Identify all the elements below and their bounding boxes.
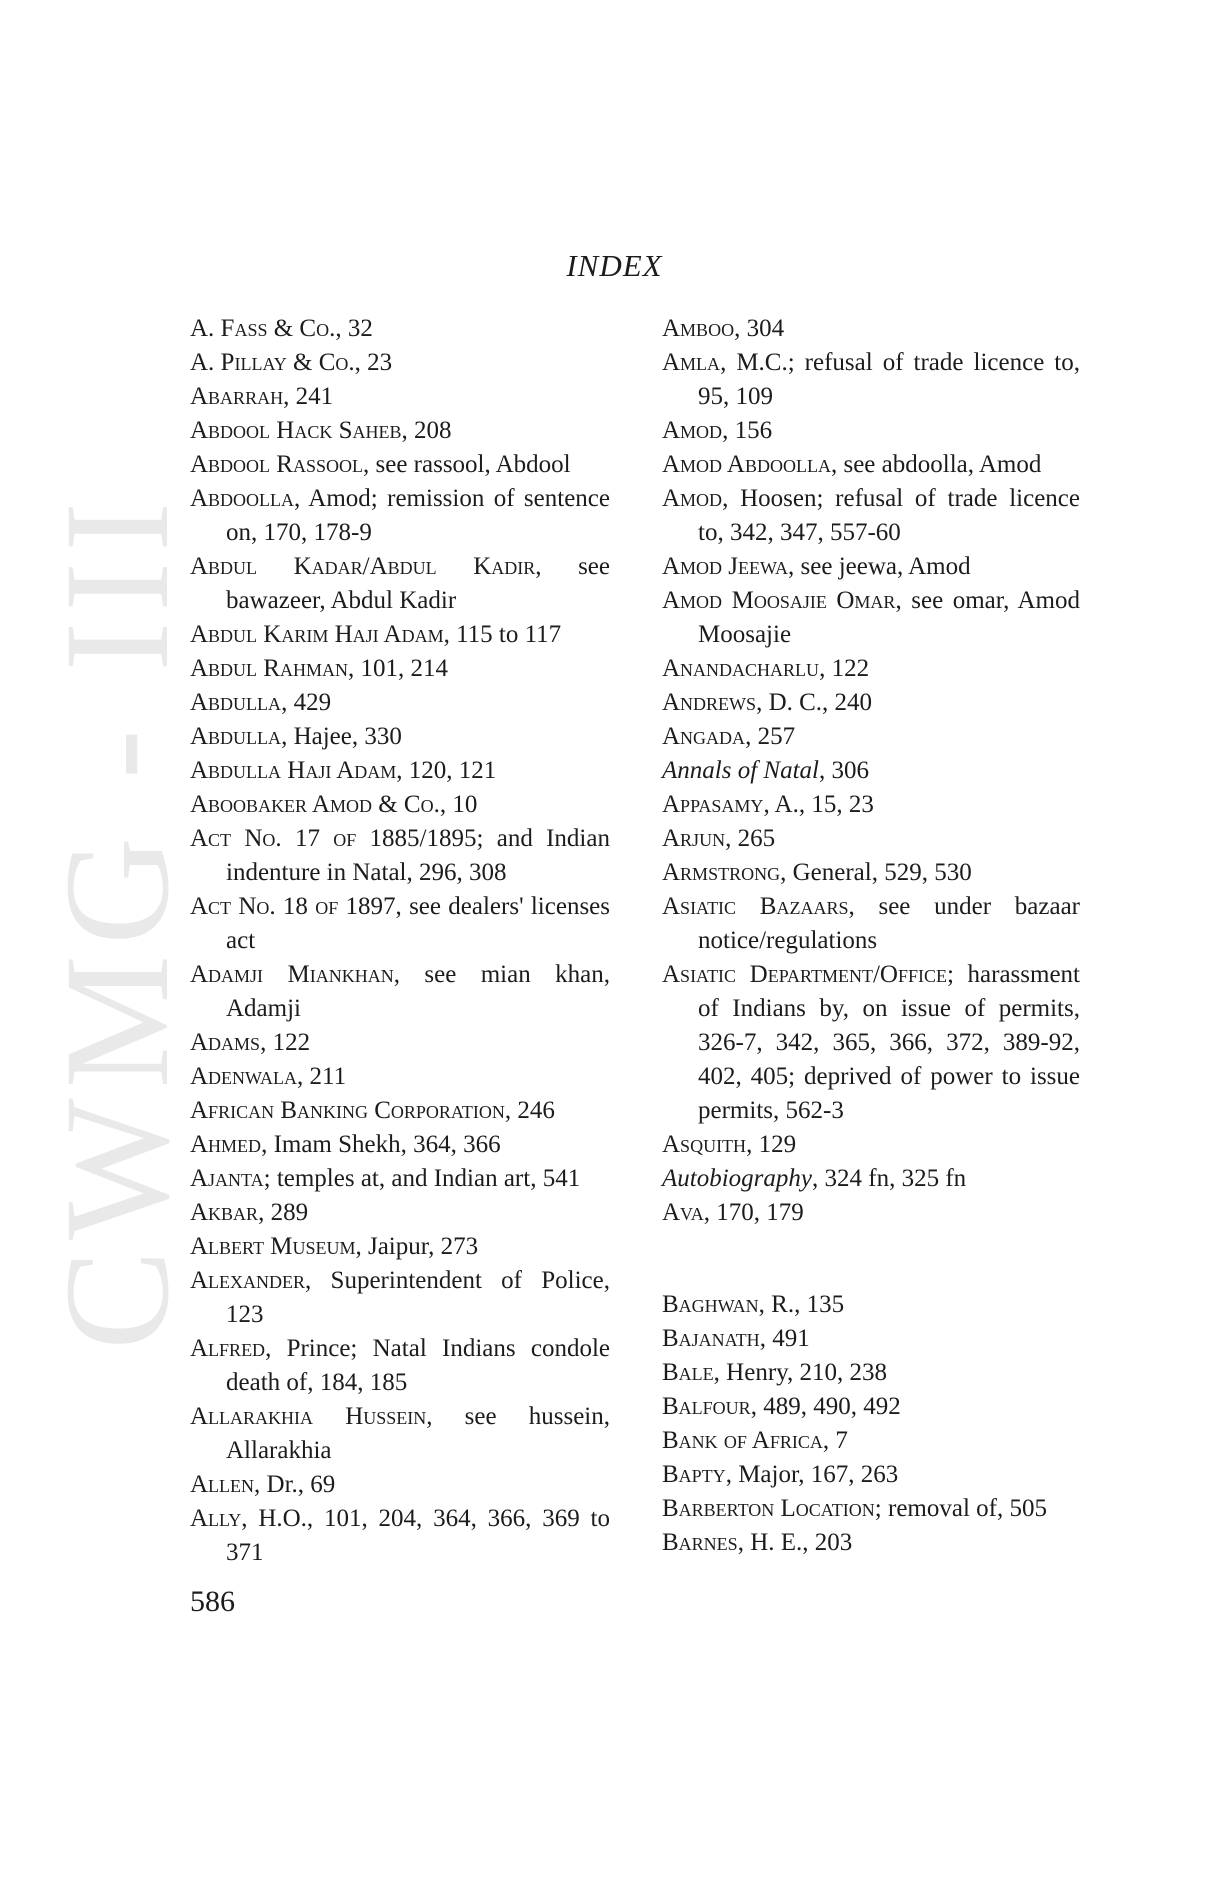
index-entry-heading: Act No. 17 of 1885/1895 [190, 825, 477, 852]
watermark: CWMG - III [34, 491, 200, 1350]
index-entry-heading: Alfred [190, 1335, 266, 1362]
index-entry-references: , 156 [722, 417, 773, 444]
index-entry-heading: Baghwan [662, 1291, 759, 1318]
section-gap [662, 1230, 1080, 1288]
index-entry-heading: Abdulla Haji Adam [190, 757, 397, 784]
index-entry [190, 686, 610, 720]
index-entry [662, 822, 1080, 856]
index-entry-references: ; harassment of Indians by, on issue of permits, 326-7, 342, 365, 366, 372, 389-92, 402, 405; deprived of power to issue permits, 562-3 [698, 961, 1080, 1124]
index-entry-heading: Adenwala [190, 1063, 298, 1090]
index-entry-references: , 32 [335, 315, 373, 342]
index-entry [190, 1332, 610, 1400]
index-entry-references: , 211 [297, 1063, 347, 1090]
index-entry-references: , 208 [401, 417, 452, 444]
index-entry-references: , 257 [745, 723, 796, 750]
index-entry-references: , Amod; remission of sentence on, 170, 178-9 [226, 485, 610, 546]
index-entry-heading: Andrews [662, 689, 757, 716]
index-entry-references: , see dealers' licenses act [226, 893, 610, 954]
index-entry-references: ; and Indian indenture in Natal, 296, 308 [226, 825, 610, 886]
index-entry-references: , 170, 179 [703, 1199, 804, 1226]
index-entry-heading: Akbar [190, 1199, 259, 1226]
index-entry-heading: Abdul Karim Haji Adam [190, 621, 444, 648]
index-entry [662, 550, 1080, 584]
index-entry [190, 312, 610, 346]
index-entry-references: , see rassool, Abdool [363, 451, 571, 478]
index-entry-references: , 246 [504, 1097, 555, 1124]
index-entry [662, 720, 1080, 754]
index-entry-references: , Dr., 69 [254, 1471, 336, 1498]
index-entry [662, 1424, 1080, 1458]
index-entry-heading: Bank of Africa [662, 1427, 823, 1454]
index-entry [662, 1356, 1080, 1390]
page-title: INDEX [566, 248, 663, 283]
index-entry [190, 788, 610, 822]
index-entry-heading: Abarrah [190, 383, 284, 410]
index-entry-references: , 489, 490, 492 [750, 1393, 901, 1420]
index-entry-heading: Abdool Hack Saheb [190, 417, 402, 444]
index-entry-heading: Abdool Rassool [190, 451, 363, 478]
index-entry-heading: Asquith [662, 1131, 747, 1158]
index-entry [662, 414, 1080, 448]
index-entry-references: , 429 [281, 689, 332, 716]
index-entry [190, 1196, 610, 1230]
index-entry-heading: Aboobaker Amod & Co. [190, 791, 440, 818]
index-entry [662, 346, 1080, 414]
index-entry [190, 890, 610, 958]
index-entry-references: , 241 [283, 383, 334, 410]
index-entry-references: , Major, 167, 263 [725, 1461, 899, 1488]
index-entry [190, 1162, 610, 1196]
index-entry-references: , see hussein, Allarakhia [226, 1403, 610, 1464]
index-entry [190, 652, 610, 686]
index-entry-heading: Amod [662, 417, 723, 444]
index-entry-heading: Arjun [662, 825, 726, 852]
index-entry-references: , General, 529, 530 [780, 859, 972, 886]
index-entry [662, 482, 1080, 550]
index-entry [662, 1196, 1080, 1230]
index-entry-heading: Anandacharlu [662, 655, 820, 682]
index-entry-heading: Ava [662, 1199, 704, 1226]
index-entry-heading: Balfour [662, 1393, 751, 1420]
index-entry-heading: Barberton Location [662, 1495, 875, 1522]
index-entry [662, 1390, 1080, 1424]
index-entry [190, 1264, 610, 1332]
index-entry-references: , 7 [822, 1427, 848, 1454]
index-entry [662, 584, 1080, 652]
index-entry-references: , 289 [258, 1199, 309, 1226]
index-entry-heading: Abdulla [190, 689, 282, 716]
index-entry-heading: Adamji Miankhan [190, 961, 394, 988]
index-entry [190, 1502, 610, 1570]
index-entry [190, 1128, 610, 1162]
index-entry-heading: Abdulla [190, 723, 282, 750]
index-entry-heading: African Banking Corporation [190, 1097, 505, 1124]
index-entry-heading: Asiatic Department/Office [662, 961, 947, 988]
index-entry [662, 448, 1080, 482]
index-entry-heading: Bajanath [662, 1325, 760, 1352]
index-entry [190, 380, 610, 414]
index-entry-references: , 122 [260, 1029, 311, 1056]
index-entry-heading: Ahmed [190, 1131, 262, 1158]
index-entry-heading: Amod [662, 485, 723, 512]
index-entry-references: , Hoosen; refusal of trade licence to, 342, 347, 557-60 [698, 485, 1080, 546]
index-entry-heading: A. Fass & Co. [190, 315, 336, 342]
index-entry-references: , see abdoolla, Amod [830, 451, 1042, 478]
index-entry-heading: Amla [662, 349, 721, 376]
index-entry-heading: Amod Moosajie Omar [662, 587, 896, 614]
index-entry-references: , Henry, 210, 238 [713, 1359, 888, 1386]
index-entry [190, 1026, 610, 1060]
index-entry-references: , 10 [439, 791, 478, 818]
index-entry-references: , H.O., 101, 204, 364, 366, 369 to 371 [226, 1505, 610, 1566]
index-entry-heading: Annals of Natal [662, 757, 819, 784]
index-entry-heading: Act No. 18 of 1897 [190, 893, 396, 920]
index-entry-references: ; temples at, and Indian art, 541 [263, 1165, 581, 1192]
index-entry-references: , 491 [759, 1325, 810, 1352]
index-entry-references: , 122 [819, 655, 870, 682]
index-entry [190, 1468, 610, 1502]
index-entry-references: , 101, 214 [347, 655, 448, 682]
index-entry [190, 1230, 610, 1264]
index-entry-references: , Prince; Natal Indians condole death of, 184, 185 [226, 1335, 610, 1396]
index-entry-heading: A. Pillay & Co. [190, 349, 355, 376]
index-column-right [662, 312, 1080, 1560]
index-column-left [190, 312, 610, 1570]
index-entry [190, 448, 610, 482]
index-entry-references: , 304 [734, 315, 785, 342]
index-entry-references: , Superintendent of Police, 123 [226, 1267, 610, 1328]
index-entry [662, 686, 1080, 720]
page-number: 586 [190, 1585, 235, 1618]
index-entry [662, 1162, 1080, 1196]
index-entry [190, 958, 610, 1026]
index-entry [662, 788, 1080, 822]
index-entry [662, 856, 1080, 890]
index-entry-heading: Adams [190, 1029, 261, 1056]
index-entry-heading: Asiatic Bazaars [662, 893, 849, 920]
index-entry-heading: Abdoolla [190, 485, 295, 512]
index-entry-references: , 115 to 117 [443, 621, 562, 648]
index-entry-references: , R., 135 [758, 1291, 845, 1318]
index-entry-heading: Abdul Kadar/Abdul Kadir [190, 553, 536, 580]
index-entry-heading: Ajanta [190, 1165, 264, 1192]
index-entry-references: , 265 [725, 825, 776, 852]
index-entry-references: , Hajee, 330 [281, 723, 402, 750]
index-entry [190, 720, 610, 754]
index-entry-heading: Amod Abdoolla [662, 451, 831, 478]
index-entry-references: , H. E., 203 [737, 1529, 853, 1556]
index-entry-heading: Angada [662, 723, 746, 750]
index-entry [662, 1526, 1080, 1560]
index-entry-references: , D. C., 240 [756, 689, 873, 716]
index-entry-heading: Allen [190, 1471, 255, 1498]
index-entry [662, 1458, 1080, 1492]
index-entry-references: , see mian khan, Adamji [226, 961, 610, 1022]
index-entry [662, 312, 1080, 346]
index-entry-heading: Barnes [662, 1529, 738, 1556]
index-entry-references: , see jeewa, Amod [788, 553, 971, 580]
index-entry-heading: Bale [662, 1359, 714, 1386]
index-entry [662, 1288, 1080, 1322]
index-entry [190, 1094, 610, 1128]
index-entry [190, 754, 610, 788]
index-entry-references: , see bawazeer, Abdul Kadir [226, 553, 611, 614]
index-entry-references: , 120, 121 [396, 757, 497, 784]
index-entry-references: ; removal of, 505 [874, 1495, 1047, 1522]
index-entry-heading: Appasamy [662, 791, 764, 818]
index-entry [662, 1492, 1080, 1526]
index-entry-references: , Imam Shekh, 364, 366 [261, 1131, 501, 1158]
index-entry-heading: Abdul Rahman [190, 655, 348, 682]
index-entry-references: , see omar, Amod Moosajie [698, 587, 1080, 648]
index-entry-heading: Amboo [662, 315, 735, 342]
index-entry-references: , A., 15, 23 [763, 791, 874, 818]
index-entry [190, 1400, 610, 1468]
index-entry [190, 822, 610, 890]
index-entry [190, 414, 610, 448]
index-entry-heading: Autobiography [662, 1165, 812, 1192]
index-entry [662, 1128, 1080, 1162]
index-entry [190, 550, 610, 618]
index-entry-references: , 23 [354, 349, 393, 376]
index-entry-references: , 324 fn, 325 fn [812, 1165, 967, 1192]
index-entry [662, 890, 1080, 958]
index-entry-heading: Amod Jeewa [662, 553, 789, 580]
index-entry-references: , 129 [746, 1131, 797, 1158]
index-entry-heading: Albert Museum [190, 1233, 356, 1260]
index-entry-references: , Jaipur, 273 [355, 1233, 479, 1260]
index-entry-heading: Allarakhia Hussein [190, 1403, 427, 1430]
index-entry-references: , M.C.; refusal of trade licence to, 95, 109 [698, 349, 1080, 410]
index-entry [662, 754, 1080, 788]
index-entry [190, 1060, 610, 1094]
index-entry-heading: Alexander [190, 1267, 306, 1294]
index-entry [190, 482, 610, 550]
index-entry-heading: Bapty [662, 1461, 726, 1488]
index-entry-heading: Ally [190, 1505, 242, 1532]
index-entry [662, 958, 1080, 1128]
index-entry-references: , 306 [818, 757, 869, 784]
index-entry [190, 618, 610, 652]
index-entry-heading: Armstrong [662, 859, 781, 886]
index-entry [190, 346, 610, 380]
index-entry [662, 1322, 1080, 1356]
index-entry [662, 652, 1080, 686]
index-entry-references: , see under bazaar notice/regulations [698, 893, 1080, 954]
